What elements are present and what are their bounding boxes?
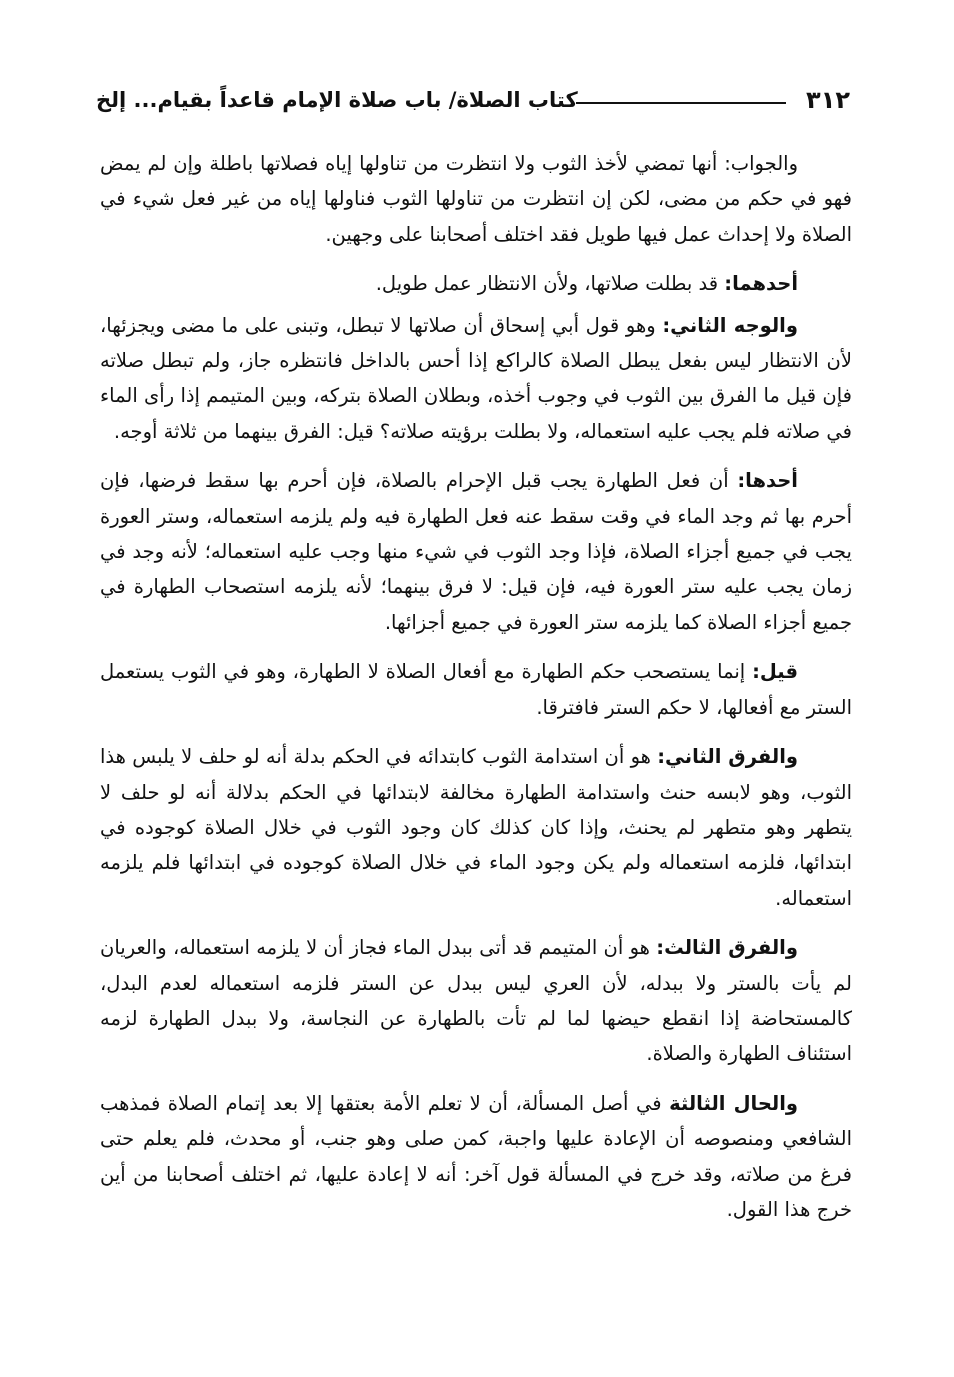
paragraph-text: وهو قول أبي إسحاق أن صلاتها لا تبطل، وتبنى على ما مضى ويجزئها، لأن الانتظار ليس بفعل يبطل الصلاة كالراكع إذا أحس بالداخل فانتظره جاز، ولم تبطل صلاته فإن قيل ما الفرق بين الثوب في وجوب أخذه، وبطلان الصلاة بتركه، وبين المتيمم إذا رأى الماء في صلاته فلم يجب عليه استعماله، ولا بطلت برؤيته صلاته؟ قيل: الفرق بينهما من ثلاثة أوجه. bbox=[100, 313, 852, 443]
paragraph-lead: قيل: bbox=[752, 660, 798, 684]
running-title: كتاب الصلاة/ باب صلاة الإمام قاعداً بقيام... إلخ bbox=[96, 88, 578, 112]
paragraph-text: والجواب: أنها تمضي لأخذ الثوب ولا انتظرت من تناولها إياه فصلاتها باطلة وإن لم يمض فهو في حكم من مضى، لكن إن انتظرت من تناولها الثوب فناولها إياه من غير فعل شيء في الصلاة ولا إحداث عمل فيها طويل فقد اختلف أصحابنا على وجهين. bbox=[100, 152, 852, 246]
page-number: ٣١٢ bbox=[806, 86, 850, 114]
body-text bbox=[100, 146, 852, 1241]
paragraph-text: إنما يستصحب حكم الطهارة مع أفعال الصلاة لا الطهارة، وهو في الثوب يستعمل الستر مع أفعالها، لا حكم الستر فافترقا. bbox=[100, 660, 852, 719]
paragraph-text: هو أن المتيمم قد أتى ببدل الماء فجاز أن لا يلزمه استعماله، والعريان لم يأت بالستر ولا ببدله، لأن العري ليس ببدل عن الستر فلزمه استعماله لعدم البدل، كالمستحاضة إذا انقطع حيضها لما لم تأت بالطهارة عن النجاسة، ولا ببدل الطهارة لزمه استئناف الطهارة والصلاة. bbox=[100, 936, 852, 1066]
paragraph-text: قد بطلت صلاتها، ولأن الانتظار عمل طويل. bbox=[375, 272, 725, 296]
paragraph-lead: والفرق الثاني: bbox=[657, 745, 799, 769]
paragraph-text: في أصل المسألة، أن لا تعلم الأمة بعتقها إلا بعد إتمام الصلاة فمذهب الشافعي ومنصوصه أن الإعادة عليها واجبة، كمن صلى وهو جنب، أو محدث، فلم يعلم حتى فرغ من صلاته، وقد خرج في المسألة قول آخر: أنه لا إعادة عليها، ثم اختلف أصحابنا من أين خرج هذا القول. bbox=[100, 1091, 852, 1221]
paragraph-text: أن فعل الطهارة يجب قبل الإحرام بالصلاة، فإن أحرم بها سقط فرضها، فإن أحرم بها ثم وجد الماء في وقت سقط عنه فعل الطهارة فيه ولم يلزمه استعماله، وستر العورة يجب في جميع أجزاء الصلاة، فإذا وجد الثوب في شيء منها وجب عليه استعماله؛ لأنه وجد في زمان يجب عليه ستر العورة فيه، فإن قيل: لا فرق بينهما؛ لأنه يلزمه استصحاب الطهارة في جميع أجزاء الصلاة كما يلزمه ستر العورة في جميع أجزائها. bbox=[100, 469, 852, 634]
paragraph-first-aspect bbox=[100, 266, 852, 301]
paragraph-lead: أحدهما: bbox=[724, 272, 798, 296]
page-header bbox=[96, 84, 850, 120]
paragraph-text: هو أن استدامة الثوب كابتدائه في الحكم بدلة أنه لو حلف لا يلبس هذا الثوب، وهو لابسه حنث واستدامة الطهارة مخالفة لابتدائها في الحكم بدلالة أنه لو حلف لا يتطهر وهو متطهر لم يحنث، وإذا كان كذلك كان وجود الثوب في خلال الصلاة كوجوده في ابتدائها، فلزمه استعماله ولم يكن وجود الماء في خلال الصلاة كوجوده في ابتدائها فلم يلزمه استعماله. bbox=[100, 745, 852, 910]
paragraph-first-difference bbox=[100, 463, 852, 640]
paragraph-second-aspect bbox=[100, 308, 852, 450]
paragraph-answer bbox=[100, 146, 852, 252]
paragraph-second-difference bbox=[100, 739, 852, 916]
paragraph-lead: والفرق الثالث: bbox=[656, 936, 798, 960]
paragraph-third-case bbox=[100, 1086, 852, 1228]
paragraph-third-difference bbox=[100, 930, 852, 1072]
paragraph-lead: والوجه الثاني: bbox=[662, 313, 798, 337]
paragraph-lead: والحال الثالثة bbox=[669, 1091, 798, 1115]
paragraph-reply bbox=[100, 654, 852, 725]
header-rule bbox=[576, 102, 786, 104]
paragraph-lead: أحدها: bbox=[737, 469, 798, 493]
